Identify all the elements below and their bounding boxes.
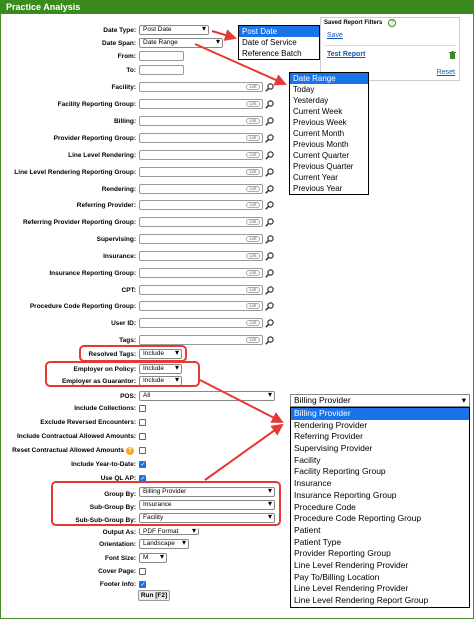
include-ytd-label: Include Year-to-Date: [71,461,136,468]
dropdown-option[interactable]: Previous Month [293,140,349,149]
group-by-dropdown-list [290,407,470,608]
run-button[interactable]: Run [F2] [138,590,170,601]
sub-sub-group-by-label: Sub-Sub-Group By: [75,517,136,524]
group-by-dropdown-value: Billing Provider [294,395,351,405]
list-button[interactable]: List [246,337,260,343]
facility-label: Facility: [111,84,136,91]
include-contractual-label: Include Contractual Allowed Amounts: [16,433,136,440]
list-button[interactable]: List [246,303,260,309]
dropdown-option[interactable]: Yesterday [293,96,329,105]
from-label: From: [117,53,136,60]
include-collections-label: Include Collections: [74,405,136,412]
saved-filter-item[interactable]: Test Report [327,51,366,58]
dropdown-option[interactable]: Post Date [239,26,319,37]
pos-label: POS: [120,393,136,400]
save-filter-link[interactable]: Save [327,32,343,39]
line-level-rendering-label: Line Level Rendering: [68,152,136,159]
dropdown-option[interactable]: Reference Batch [242,49,302,58]
dropdown-option[interactable]: Line Level Rendering Provider [294,583,409,594]
sub-group-by-label: Sub-Group By: [89,504,136,511]
page-title: Practice Analysis [0,0,474,14]
dropdown-option[interactable]: Date of Service [242,38,297,47]
dropdown-option[interactable]: Procedure Code [294,501,356,512]
list-button[interactable]: List [246,320,260,326]
dropdown-option[interactable]: Supervising Provider [294,443,373,454]
employer-on-policy-select[interactable]: Include ▾ [139,364,182,374]
dropdown-option[interactable]: Insurance [294,478,332,489]
dropdown-option[interactable]: Date Range [290,73,368,84]
dropdown-option[interactable]: Rendering Provider [294,419,368,430]
group-by-select[interactable]: Billing Provider ▾ [139,487,275,497]
orientation-label: Orientation: [99,541,136,548]
exclude-reversed-label: Exclude Reversed Encounters: [40,419,136,426]
use-ql-ap-label: Use QL AP: [100,475,136,482]
user-id-label: User ID: [111,320,136,327]
dropdown-option[interactable]: Today [293,85,315,94]
provider-group-label: Provider Reporting Group: [53,135,136,142]
dropdown-option[interactable]: Current Year [293,173,338,182]
supervising-label: Supervising: [96,236,136,243]
orientation-select[interactable]: Landscape ▾ [139,539,189,549]
date-type-label: Date Type: [103,27,136,34]
cpt-label: CPT: [121,287,136,294]
insurance-label: Insurance: [103,253,136,260]
list-button[interactable]: List [246,152,260,158]
dropdown-option[interactable]: Current Month [293,129,345,138]
employer-as-guarantor-select[interactable]: Include ▾ [139,376,182,386]
dropdown-option[interactable]: Previous Week [293,118,347,127]
dropdown-option[interactable]: Facility Reporting Group [294,466,386,477]
list-button[interactable]: List [246,202,260,208]
procedure-code-group-label: Procedure Code Reporting Group: [29,303,136,310]
date-type-dropdown-list [238,25,320,60]
list-button[interactable]: List [246,169,260,175]
group-by-label: Group By: [104,491,136,498]
dropdown-option[interactable]: Previous Year [293,184,343,193]
employer-on-policy-label: Employer on Policy: [73,366,136,373]
dropdown-option[interactable]: Line Level Rendering Report Group [294,595,429,605]
dropdown-option[interactable]: Billing Provider [291,408,469,420]
dropdown-option[interactable]: Current Week [293,107,343,116]
list-button[interactable]: List [246,287,260,293]
rendering-label: Rendering: [101,186,136,193]
list-button[interactable]: List [246,253,260,259]
dropdown-option[interactable]: Current Quarter [293,151,350,160]
dropdown-option[interactable]: Previous Quarter [293,162,354,171]
dropdown-option[interactable]: Pay To/Billing Location [294,571,380,582]
list-button[interactable]: List [246,84,260,90]
employer-as-guarantor-label: Employer as Guarantor: [61,378,136,385]
dropdown-option[interactable]: Facility [294,454,321,465]
dropdown-option[interactable]: Insurance Reporting Group [294,489,397,500]
billing-label: Billing: [113,118,136,125]
dropdown-option[interactable]: Line Level Rendering Provider [294,559,409,570]
chevron-down-icon: ▾ [461,395,466,405]
dropdown-option[interactable]: Patient Type [294,536,342,547]
footer-info-label: Footer Info: [99,581,136,588]
font-size-label: Font Size: [104,555,136,562]
list-button[interactable]: List [246,236,260,242]
list-button[interactable]: List [246,118,260,124]
list-button[interactable]: List [246,219,260,225]
referring-provider-label: Referring Provider: [76,202,136,209]
to-label: To: [126,67,136,74]
output-as-label: Output As: [102,529,136,536]
list-button[interactable]: List [246,270,260,276]
dropdown-option[interactable]: Referring Provider [294,431,363,442]
output-as-select[interactable]: PDF Format ▾ [139,528,199,535]
sub-sub-group-by-select[interactable]: Facility ▾ [139,513,275,523]
tags-label: Tags: [119,337,136,344]
insurance-group-label: Insurance Reporting Group: [49,270,136,277]
referring-provider-group-label: Referring Provider Reporting Group: [22,219,136,226]
list-button[interactable]: List [246,186,260,192]
group-by-dropdown-header[interactable] [290,394,470,407]
sub-group-by-select[interactable]: Insurance ▾ [139,500,275,510]
info-icon[interactable]: ? [126,447,134,455]
facility-group-label: Facility Reporting Group: [57,101,136,108]
pos-select[interactable]: All ▾ [139,391,275,401]
font-size-select[interactable]: M ▾ [139,553,167,563]
help-icon[interactable]: ? [388,19,396,27]
dropdown-option[interactable]: Patient [294,524,321,535]
reset-filters-link[interactable]: Reset [436,69,455,76]
cover-page-label: Cover Page: [98,568,136,575]
date-span-select[interactable]: Date Range ▾ [139,38,223,48]
line-level-rendering-group-label: Line Level Rendering Reporting Group: [14,169,136,176]
date-span-dropdown-list [289,72,369,195]
resolved-tags-select[interactable]: Include ▾ [139,349,182,359]
resolved-tags-label: Resolved Tags: [88,351,136,358]
list-button[interactable]: List [246,101,260,107]
date-type-select[interactable]: Post Date ▾ [139,25,209,35]
list-button[interactable]: List [246,135,260,141]
dropdown-option[interactable]: Procedure Code Reporting Group [294,513,422,524]
saved-filters-heading: Saved Report Filters [324,20,383,26]
dropdown-option[interactable]: Provider Reporting Group [294,548,391,559]
date-span-label: Date Span: [102,40,136,47]
reset-contractual-label: Reset Contractual Allowed Amounts [12,447,124,454]
